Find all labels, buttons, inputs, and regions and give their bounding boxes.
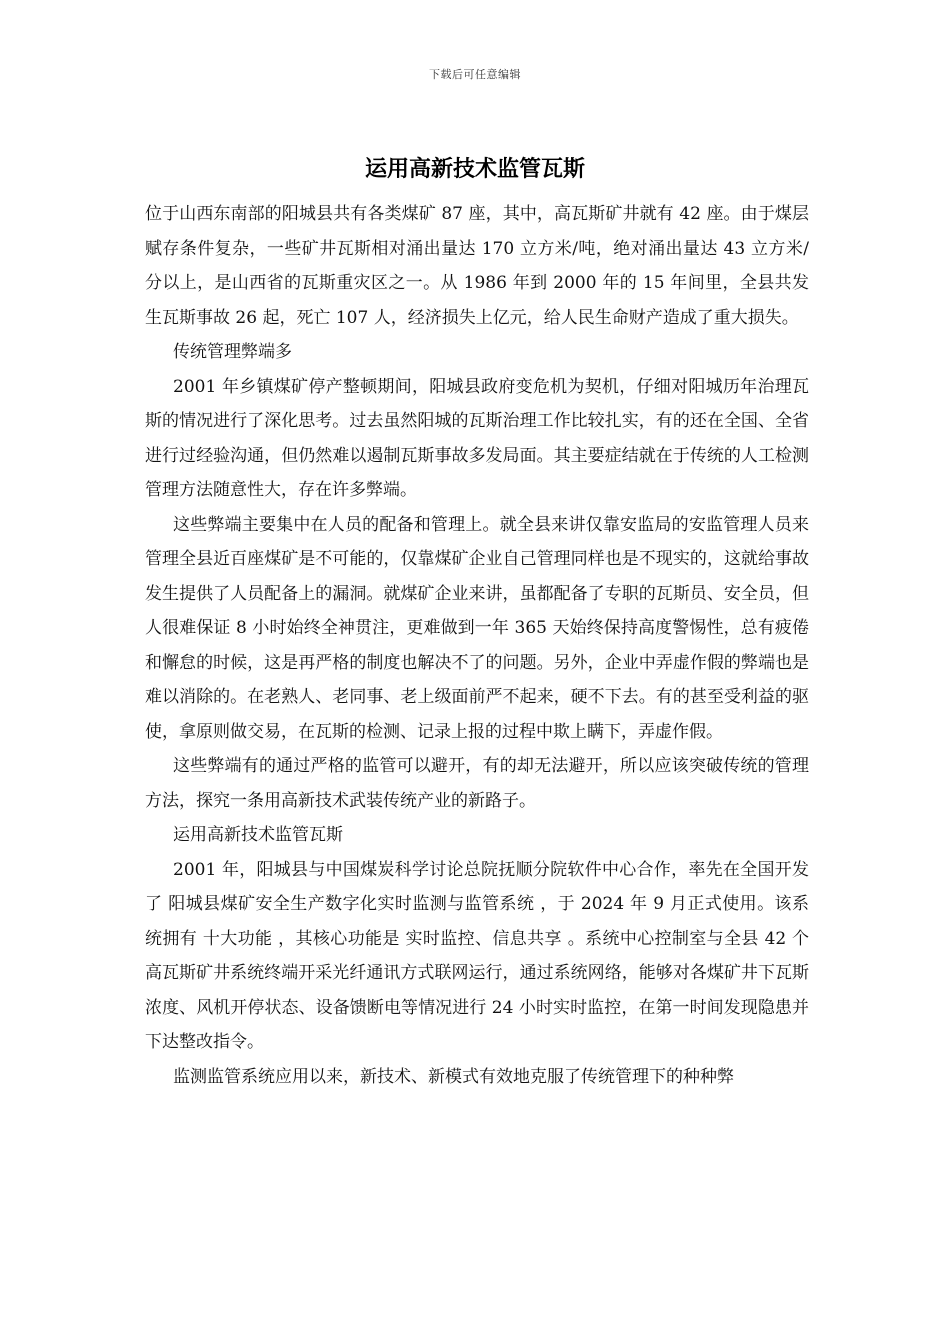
paragraph: 监测监管系统应用以来，新技术、新模式有效地克服了传统管理下的种种弊 (173, 1066, 734, 1087)
document-title: 运用高新技术监管瓦斯 (364, 156, 585, 182)
document-body (145, 197, 809, 1094)
paragraph-intro: 位于山西东南部的阳城县共有各类煤矿 87 座，其中，高瓦斯矿井就有 42 座。由于煤层赋存条件复杂，一些矿井瓦斯相对涌出量达 170 立方米/吨，绝对涌出量达 43 立方米/分以上，是山西省的瓦斯重灾区之一。从 1986 年到 2000 年的 15 年间里，全县共发生瓦斯事故 26 起，死亡 107 人，经济损失上亿元，给人民生命财产造成了重大损失。 (145, 204, 809, 328)
section-heading-traditional: 传统管理弊端多 (173, 342, 292, 362)
header-note: 下载后可任意编辑 (429, 68, 521, 81)
paragraph: 2001 年，阳城县与中国煤炭科学讨论总院抚顺分院软件中心合作，率先在全国开发了 阳城县煤矿安全生产数字化实时监测与监管系统 ，于 2024 年 9 月正式使用。该系统拥有 十大功能 ，其核心功能是 实时监控、信息共享 。系统中心控制室与全县 42 个高瓦斯矿井系统终端开采光纤通讯方式联网运行，通过系统网络，能够对各煤矿井下瓦斯浓度、风机开停状态、设备馈断电等情况进行 24 小时实时监控，在第一时间发现隐患并下达整改指令。 (145, 859, 809, 1052)
paragraph: 这些弊端主要集中在人员的配备和管理上。就全县来讲仅靠安监局的安监管理人员来管理全县近百座煤矿是不可能的，仅靠煤矿企业自己管理同样也是不现实的，这就给事故发生提供了人员配备上的漏洞。就煤矿企业来讲，虽都配备了专职的瓦斯员、安全员，但人很难保证 8 小时始终全神贯注，更难做到一年 365 天始终保持高度警惕性，总有疲倦和懈怠的时候，这是再严格的制度也解决不了的问题。另外，企业中弄虚作假的弊端也是难以消除的。在老熟人、老同事、老上级面前严不起来，硬不下去。有的甚至受利益的驱使，拿原则做交易，在瓦斯的检测、记录上报的过程中欺上瞒下，弄虚作假。 (145, 514, 809, 742)
paragraph: 2001 年乡镇煤矿停产整顿期间，阳城县政府变危机为契机，仔细对阳城历年治理瓦斯的情况进行了深化思考。过去虽然阳城的瓦斯治理工作比较扎实，有的还在全国、全省进行过经验沟通，但仍然难以遏制瓦斯事故多发局面。其主要症结就在于传统的人工检测管理方法随意性大，存在许多弊端。 (145, 376, 809, 500)
section-heading-hightech: 运用高新技术监管瓦斯 (173, 825, 343, 845)
paragraph: 这些弊端有的通过严格的监管可以避开，有的却无法避开，所以应该突破传统的管理方法，探究一条用高新技术武装传统产业的新路子。 (145, 756, 809, 811)
